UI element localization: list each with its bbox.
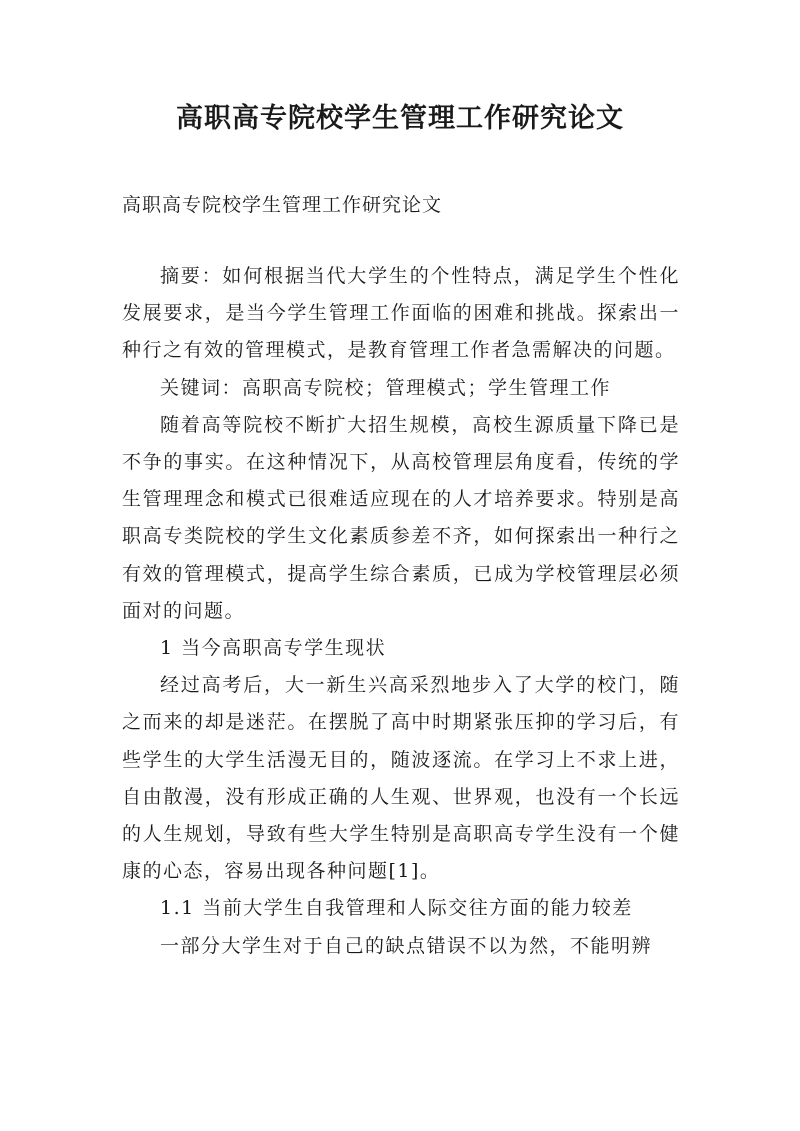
document-title: 高职高专院校学生管理工作研究论文 bbox=[176, 103, 624, 134]
document-body bbox=[122, 258, 680, 965]
document-subtitle: 高职高专院校学生管理工作研究论文 bbox=[122, 194, 443, 216]
body-paragraph: 随着高等院校不断扩大招生规模，高校生源质量下降已是不争的事实。在这种情况下，从高校管理层角度看，传统的学生管理理念和模式已很难适应现在的人才培养要求。特别是高职高专类院校的学生文化素质参差不齐，如何探索出一种行之有效的管理模式，提高学生综合素质，已成为学校管理层必须面对的问题。 bbox=[122, 413, 680, 622]
section-heading: 1 当今高职高专学生现状 bbox=[160, 637, 387, 660]
abstract-paragraph: 摘要：如何根据当代大学生的个性特点，满足学生个性化发展要求，是当今学生管理工作面临的困难和挑战。探索出一种行之有效的管理模式，是教育管理工作者急需解决的问题。 bbox=[122, 265, 680, 362]
body-paragraph: 经过高考后，大一新生兴高采烈地步入了大学的校门，随之而来的却是迷茫。在摆脱了高中时期紧张压抑的学习后，有些学生的大学生活漫无目的，随波逐流。在学习上不求上进，自由散漫，没有形成正确的人生观、世界观，也没有一个长远的人生规划，导致有些大学生特别是高职高专学生没有一个健康的心态，容易出现各种问题[1]。 bbox=[122, 674, 680, 883]
keywords-paragraph: 关键词：高职高专院校；管理模式；学生管理工作 bbox=[160, 376, 612, 399]
subsection-heading: 1.1 当前大学生自我管理和人际交往方面的能力较差 bbox=[160, 897, 633, 920]
body-paragraph: 一部分大学生对于自己的缺点错误不以为然，不能明辨 bbox=[160, 934, 653, 957]
